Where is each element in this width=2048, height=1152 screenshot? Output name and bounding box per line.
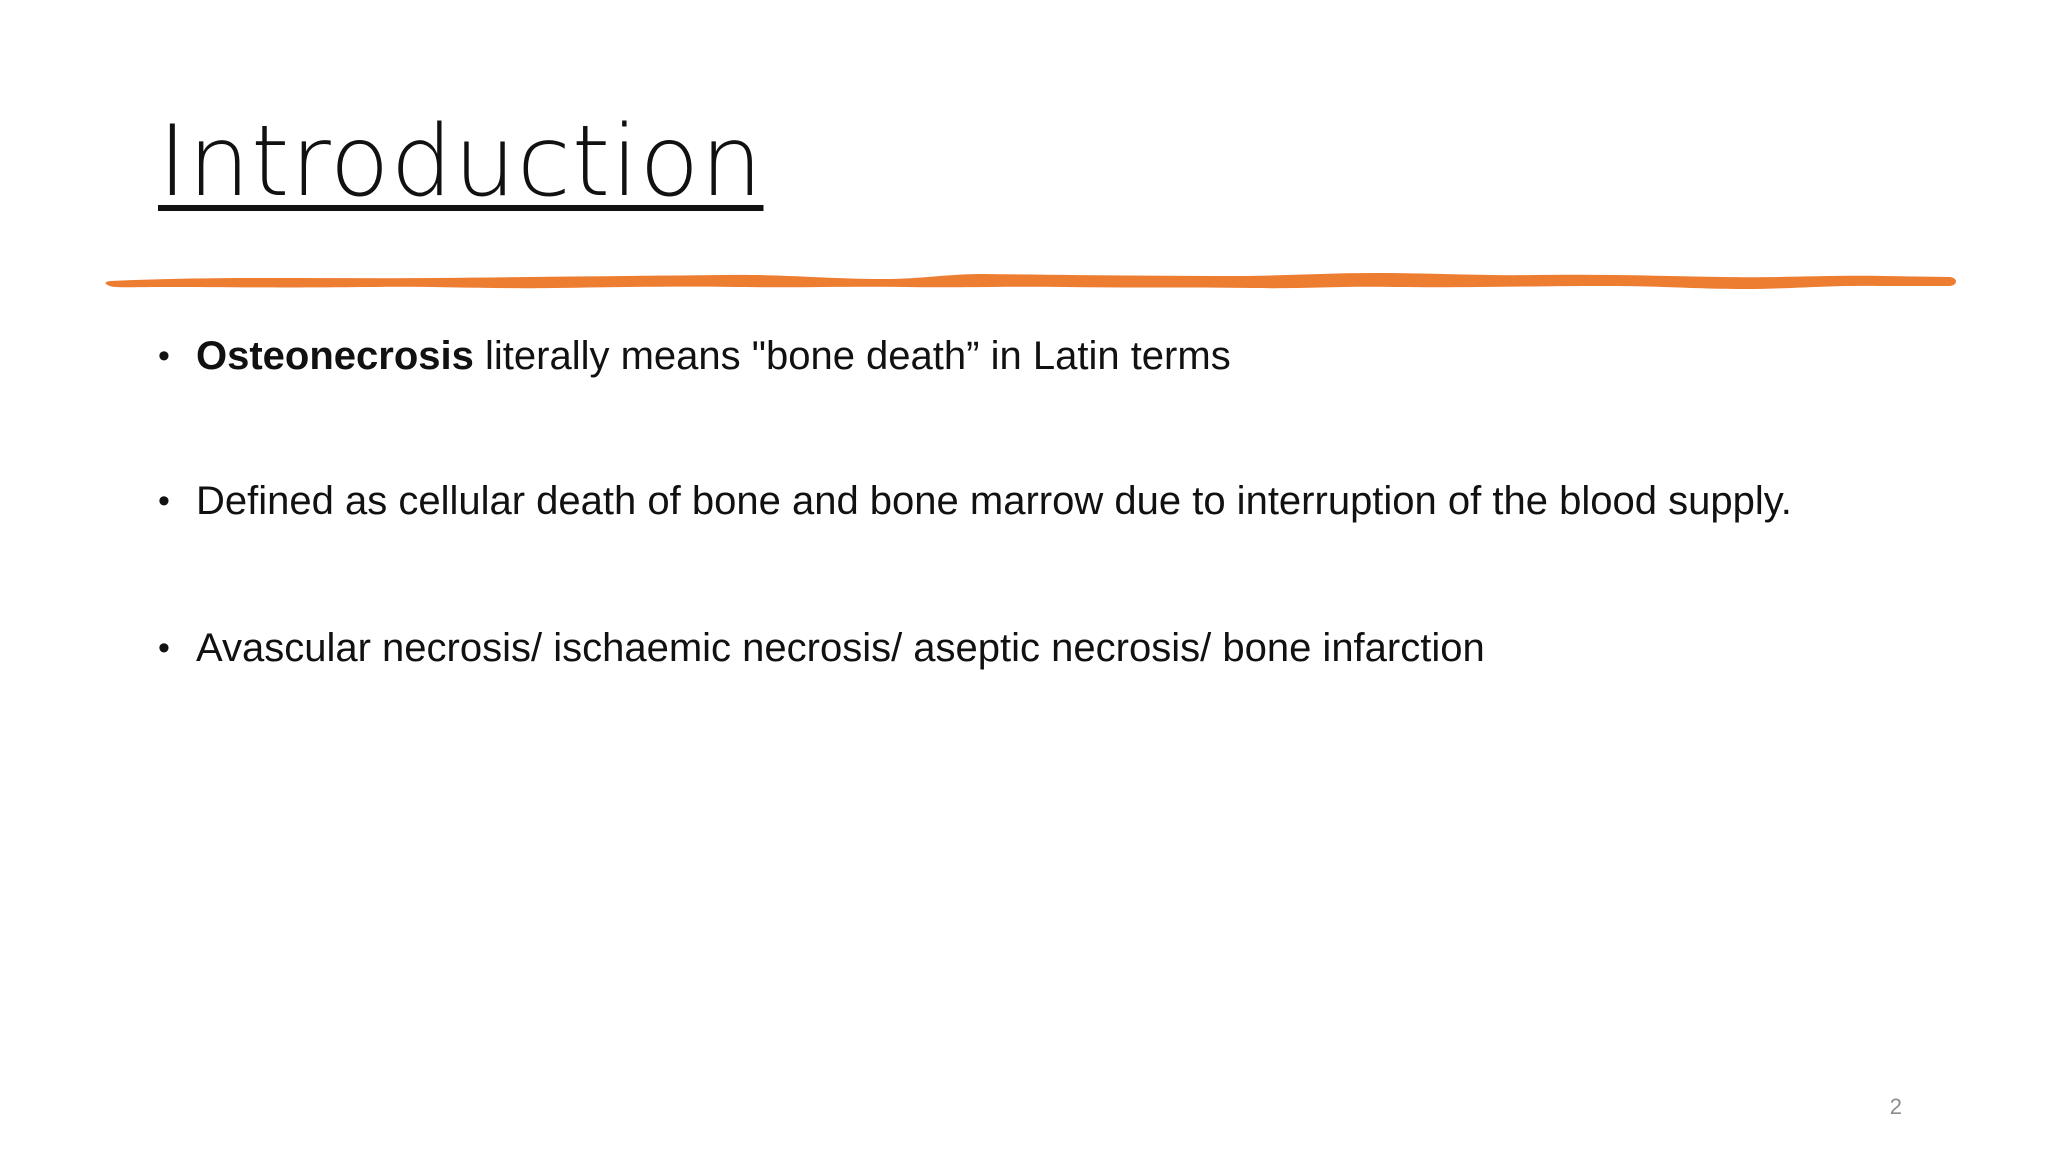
bullet-glyph: •: [158, 337, 170, 375]
bullet-text: Defined as cellular death of bone and bone marrow due to interruption of the blood supply.: [196, 479, 1792, 523]
bullet-text: literally means "bone death” in Latin terms: [473, 334, 1231, 378]
brush-stroke-shape: [106, 273, 1957, 289]
bullet-glyph: •: [158, 482, 170, 520]
orange-brush-stroke-divider: [104, 270, 1960, 298]
bold-term: Osteonecrosis: [196, 334, 474, 378]
page-number: 2: [1889, 1094, 1902, 1119]
slide-title: Introduction: [158, 105, 764, 219]
bullet-item-synonyms: [158, 622, 1878, 674]
bullet-item-definition: [158, 475, 1878, 527]
bullet-text: Avascular necrosis/ ischaemic necrosis/ aseptic necrosis/ bone infarction: [196, 626, 1485, 670]
bullet-list: [158, 330, 1878, 674]
bullet-item-osteonecrosis: [158, 330, 1878, 382]
bullet-glyph: •: [158, 629, 170, 667]
